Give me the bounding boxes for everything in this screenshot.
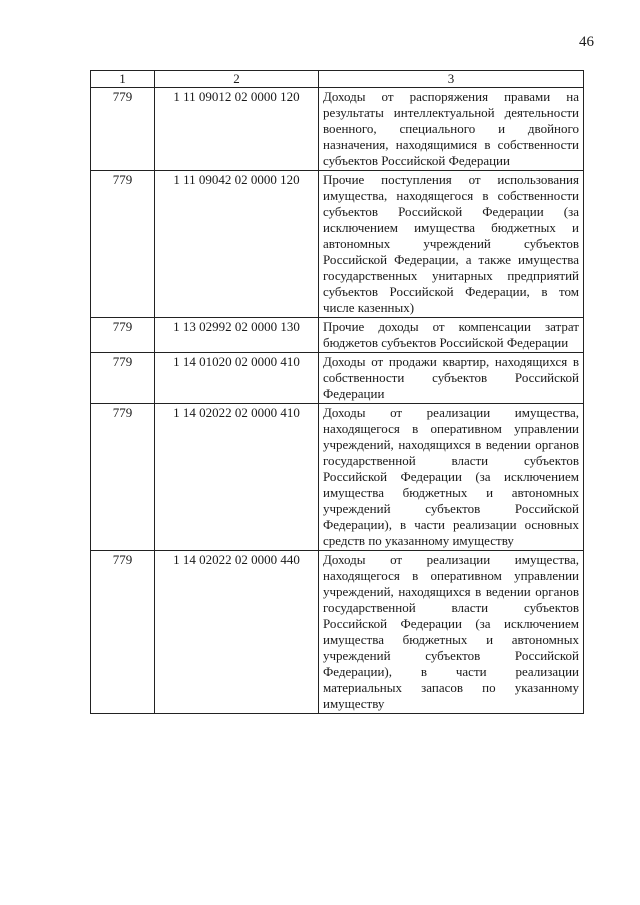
admin-code-cell: 779 [91,404,155,551]
admin-code-cell: 779 [91,318,155,353]
table-row [91,353,584,404]
revenue-description-cell: Прочие доходы от компенсации затрат бюджетов субъектов Российской Федерации [319,318,584,353]
column-header-2: 2 [155,71,319,88]
table-row [91,404,584,551]
revenue-code-cell: 1 13 02992 02 0000 130 [155,318,319,353]
admin-code-cell: 779 [91,353,155,404]
revenue-description-cell: Доходы от распоряжения правами на результаты интеллектуальной деятельности военного, специального и двойного назначения, находящимися в собственности субъектов Российской Федерации [319,88,584,171]
revenue-code-cell: 1 14 02022 02 0000 440 [155,551,319,714]
revenue-code-cell: 1 11 09012 02 0000 120 [155,88,319,171]
table-row [91,551,584,714]
page-number: 46 [579,34,594,50]
revenue-description-cell: Доходы от реализации имущества, находящегося в оперативном управлении учреждений, находящихся в ведении органов государственной власти субъектов Российской Федерации (за исключением имущества бюджетных и автономных учреждений субъектов Российской Федерации), в части реализации материальных запасов по указанному имуществу [319,551,584,714]
table-row [91,318,584,353]
revenue-code-cell: 1 14 01020 02 0000 410 [155,353,319,404]
admin-code-cell: 779 [91,171,155,318]
column-header-1: 1 [91,71,155,88]
revenue-code-cell: 1 14 02022 02 0000 410 [155,404,319,551]
column-header-3: 3 [319,71,584,88]
revenue-description-cell: Доходы от продажи квартир, находящихся в собственности субъектов Российской Федерации [319,353,584,404]
revenue-codes-table [90,70,584,714]
revenue-description-cell: Прочие поступления от использования имущества, находящегося в собственности субъектов Российской Федерации (за исключением имущества бюджетных и автономных учреждений субъектов Российской Федерации, а также имущества государственных унитарных предприятий субъектов Российской Федерации, в том числе казенных) [319,171,584,318]
table-row [91,171,584,318]
table-row [91,88,584,171]
table-header-row [91,71,584,88]
revenue-description-cell: Доходы от реализации имущества, находящегося в оперативном управлении учреждений, находящихся в ведении органов государственной власти субъектов Российской Федерации (за исключением имущества бюджетных и автономных учреждений субъектов Российской Федерации), в части реализации основных средств по указанному имуществу [319,404,584,551]
admin-code-cell: 779 [91,88,155,171]
revenue-code-cell: 1 11 09042 02 0000 120 [155,171,319,318]
admin-code-cell: 779 [91,551,155,714]
